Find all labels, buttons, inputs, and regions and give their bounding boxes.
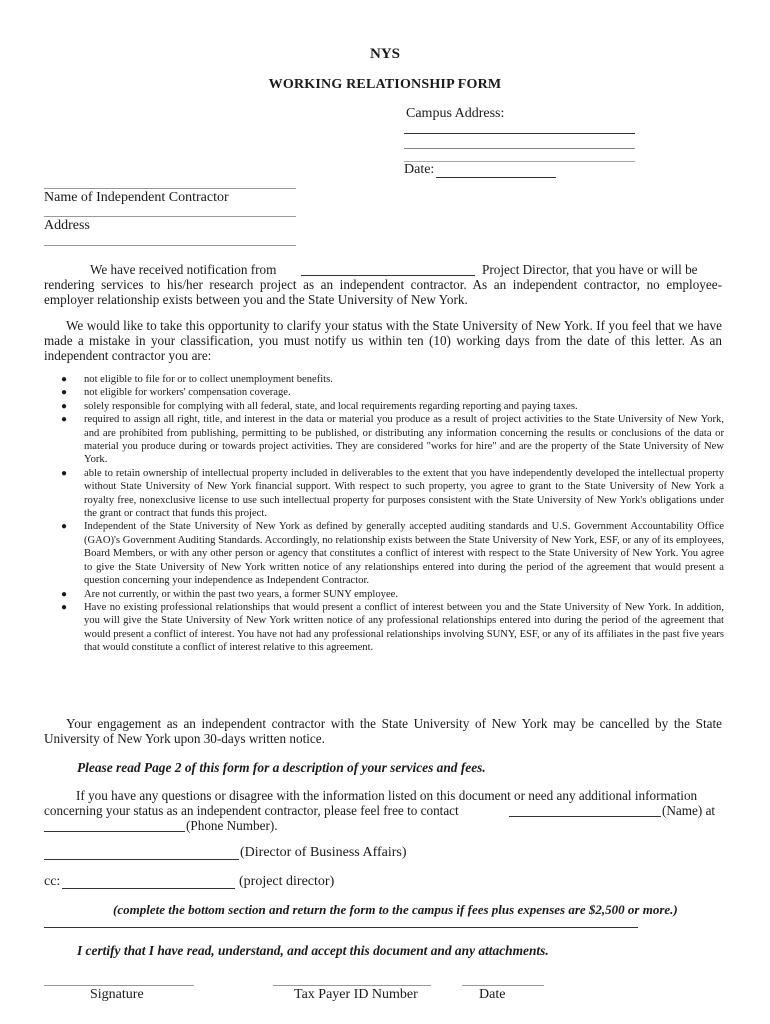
questions-line-2: concerning your status as an independent contractor, please feel free to contact xyxy=(44,803,459,818)
bullet-icon: ● xyxy=(61,588,68,600)
project-director-label: (project director) xyxy=(239,874,335,889)
date-label: Date: xyxy=(404,162,435,177)
contact-phone-line[interactable] xyxy=(44,831,185,832)
tax-id-label: Tax Payer ID Number xyxy=(294,987,418,1002)
list-item: ● not eligible to file for or to collect unemployment benefits. xyxy=(61,374,333,385)
campus-address-label: Campus Address: xyxy=(406,106,505,121)
contractor-address-label: Address xyxy=(44,218,90,233)
engagement-paragraph: Your engagement as an independent contractor with the State University of New York may be cancelled by the State University of New York upon 30-days written notice. xyxy=(44,716,722,746)
campus-address-line-2[interactable] xyxy=(404,148,635,149)
form-title: WORKING RELATIONSHIP FORM xyxy=(268,77,502,92)
intro-part2: Project Director, that you have or will be xyxy=(482,262,698,277)
project-director-line[interactable] xyxy=(301,275,475,276)
intro-part1: We have received notification from xyxy=(90,262,277,277)
list-item: ● not eligible for workers' compensation coverage. xyxy=(61,387,291,399)
signature-label: Signature xyxy=(90,987,144,1002)
contractor-address-line-1[interactable] xyxy=(44,216,296,217)
bullet-icon: ● xyxy=(61,521,68,533)
bullet-icon: ● xyxy=(61,467,68,479)
date-line[interactable] xyxy=(436,177,556,178)
page2-note: Please read Page 2 of this form for a description of your services and fees. xyxy=(77,760,486,775)
questions-line-1: If you have any questions or disagree with the information listed on this document or need any additional information xyxy=(76,788,698,803)
contact-phone-suffix: (Phone Number). xyxy=(186,818,278,833)
list-item: ● Are not currently, or within the past two years, a former SUNY employee. xyxy=(61,588,398,600)
sign-date-line[interactable] xyxy=(462,985,544,986)
list-item: ● required to assign all right, title, and interest in the data or material you produce as a result of project activities to the State University of New York, and are prohibited from publishing, permitting to be published, or distributing any information concerning the results or conclusions of the data or material you produce during or towards project activities. They are considered "works for hire" and are the property of the State University of New York. xyxy=(61,414,724,466)
bullet-icon: ● xyxy=(61,374,68,385)
contractor-name-label: Name of Independent Contractor xyxy=(44,190,229,205)
campus-address-line-3[interactable] xyxy=(404,161,635,162)
list-item: ● Have no existing professional relationships that would present a conflict of interest between you and the State University of New York. In addition, you will give the State University of New York written notice of any professional relationships entered into during the period of the agreement that would present a conflict of interest. You have not had any professional relationships involving SUNY, ESF, or any of its affiliates in the past five years that would constitute a conflict of interest relative to this agreement. xyxy=(61,601,724,654)
section-divider xyxy=(44,927,638,928)
bullet-icon: ● xyxy=(61,400,68,412)
bullet-icon: ● xyxy=(61,387,68,399)
intro-body: rendering services to his/her research project as an independent contractor. As an independent contractor, no employee-employer relationship exists between you and the State University of New York. xyxy=(44,277,722,307)
contractor-address-line-2[interactable] xyxy=(44,245,296,246)
list-item: ● Independent of the State University of New York as defined by generally accepted auditing standards and U.S. Government Accountability Office (GAO)'s Government Auditing Standards. Accordingly, no relationship exists between the State University of New York, ESF, or any of its employees, Board Members, or with any other person or agency that constitutes a conflict of interest with respect to the State University of New York. You agree to give the State University of New York written notice of any relationships entered into during the period of the agreement that would present a question concerning your independence as Independent Contractor. xyxy=(61,521,724,587)
list-item: ● solely responsible for complying with all federal, state, and local requirements regarding reporting and paying taxes. xyxy=(61,400,578,412)
contractor-name-line[interactable] xyxy=(44,188,296,189)
contact-name-suffix: (Name) at xyxy=(662,803,716,818)
director-label: (Director of Business Affairs) xyxy=(240,845,407,860)
director-line[interactable] xyxy=(44,859,239,860)
cc-label: cc: xyxy=(44,874,61,889)
complete-note: (complete the bottom section and return the form to the campus if fees plus expenses are $2,500 or more.) xyxy=(113,902,678,917)
sign-date-label: Date xyxy=(479,987,506,1002)
list-item: ● able to retain ownership of intellectual property included in deliverables to the extent that you have independently developed the intellectual property without State University of New York financial support. With respect to such property, you agree to grant to the State University of New York a royalty free, nonexclusive license to use such intellectual property for purposes consistent with the State University of New York's obligations under the grant or contract that funds this project. xyxy=(61,467,724,520)
clarify-paragraph: We would like to take this opportunity to clarify your status with the State University of New York. If you feel that we have made a mistake in your classification, you must notify us within ten (10) working days from the date of this letter. As an independent contractor you are: xyxy=(44,318,722,363)
tax-id-line[interactable] xyxy=(273,985,431,986)
signature-line[interactable] xyxy=(44,985,194,986)
cc-line[interactable] xyxy=(62,888,235,889)
campus-address-line-1[interactable] xyxy=(404,133,635,134)
contractor-status-list xyxy=(52,373,724,655)
contact-name-line[interactable] xyxy=(509,816,661,817)
bullet-icon: ● xyxy=(61,601,68,613)
certify-statement: I certify that I have read, understand, and accept this document and any attachments. xyxy=(77,943,549,958)
bullet-icon: ● xyxy=(61,414,68,426)
agency-heading: NYS xyxy=(369,46,400,62)
